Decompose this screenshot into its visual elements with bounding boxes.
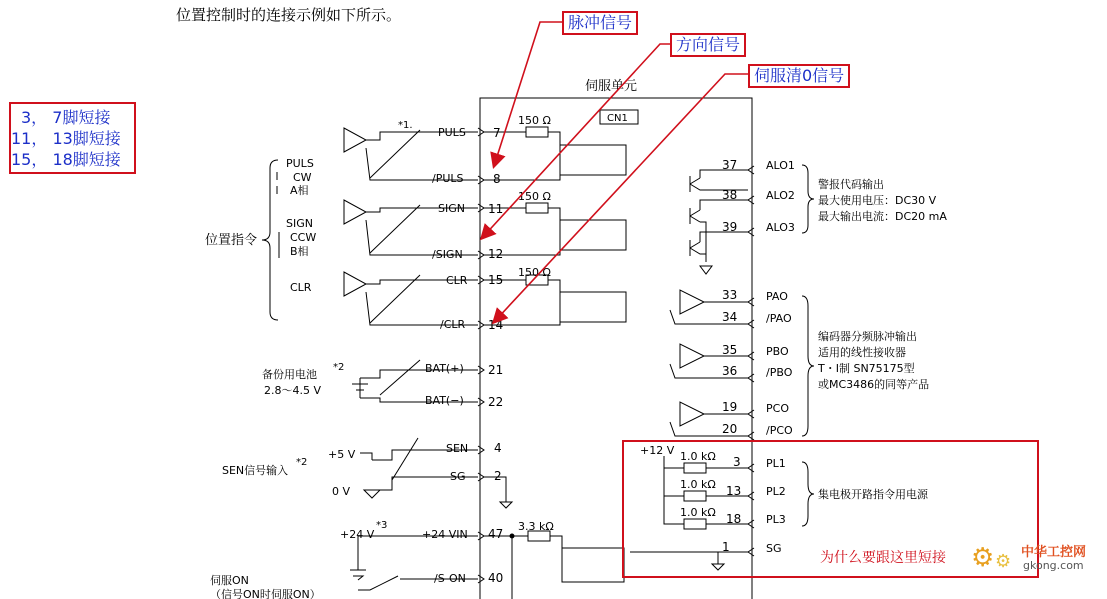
pin-num-14: 14 (488, 318, 504, 332)
gear-icon: ⚙ (971, 543, 995, 573)
pin-name-24vin: +24 VIN (422, 528, 468, 541)
pin-name-bat-plus: BAT(+) (425, 362, 464, 375)
plus12v-label: +12 V (640, 444, 675, 457)
alarm-desc-2: 最大使用电压：DC30 V (818, 194, 937, 207)
encoder-desc-2: 适用的线性接收器 (818, 346, 906, 359)
pin-num-3: 3 (733, 455, 741, 469)
pin-num-38: 38 (722, 188, 738, 202)
cn1-label: CN1 (607, 113, 628, 124)
pin-num-37: 37 (722, 158, 738, 172)
pin-num-15: 15 (488, 273, 504, 287)
plus5v-label: +5 V (328, 448, 356, 461)
pin-num-36: 36 (722, 364, 738, 378)
pin-name-pl2: PL2 (766, 485, 786, 498)
resistor-150-2: 150 Ω (518, 190, 551, 203)
pin-num-47: 47 (488, 527, 504, 541)
pl-desc: 集电极开路指令用电源 (818, 488, 928, 501)
intro-text: 位置控制时的连接示例如下所示。 (176, 6, 402, 24)
gear-icon-small: ⚙ (995, 551, 1012, 572)
pin-name-sg-right: SG (766, 542, 782, 555)
note1-mark: *1. (398, 120, 413, 131)
servo-on-desc: （信号ON时伺服ON） (210, 588, 321, 599)
pin-name-son: /S-ON (434, 572, 466, 585)
note-pins-3-7: 3， 7脚短接 (21, 108, 111, 127)
pin-num-2: 2 (494, 469, 502, 483)
pin-name-nclr: /CLR (440, 318, 466, 331)
encoder-desc-1: 编码器分频脉冲输出 (818, 330, 917, 343)
pin-name-npbo: /PBO (766, 366, 793, 379)
pin-num-33: 33 (722, 288, 738, 302)
callout-clear: 伺服清0信号 (748, 64, 850, 88)
resistor-33k: 3.3 kΩ (518, 520, 554, 533)
pin-name-npuls: /PULS (432, 172, 464, 185)
watermark-title: 中华工控网 (1021, 545, 1087, 560)
pin-num-1: 1 (722, 540, 730, 554)
sen-input-label: SEN信号输入 (222, 464, 289, 477)
sign-label: SIGN (286, 217, 313, 230)
resistor-1k-3: 1.0 kΩ (680, 506, 716, 519)
pin-name-alo1: ALO1 (766, 159, 795, 172)
encoder-desc-3: T・I制 SN75175型 (818, 362, 915, 375)
servo-on-label: 伺服ON (210, 574, 249, 587)
pin-name-npao: /PAO (766, 312, 792, 325)
resistor-150-3: 150 Ω (518, 266, 551, 279)
pin-name-sg: SG (450, 470, 466, 483)
resistor-1k-1: 1.0 kΩ (680, 450, 716, 463)
pin-num-19: 19 (722, 400, 738, 414)
servo-unit-title: 伺服单元 (585, 79, 638, 94)
battery-note: *2 (333, 362, 345, 373)
pin-name-pbo: PBO (766, 345, 789, 358)
plus24v-label: +24 V (340, 528, 375, 541)
pin-name-pao: PAO (766, 290, 788, 303)
pin-name-sen: SEN (446, 442, 469, 455)
pin-name-pl1: PL1 (766, 457, 786, 470)
ccw-label: CCW (290, 231, 317, 244)
phase-b-label: B相 (290, 245, 309, 258)
encoder-desc-4: 或MC3486的同等产品 (818, 378, 930, 391)
position-cmd-label: 位置指令 (205, 233, 258, 248)
watermark-url: gkong.com (1023, 559, 1084, 572)
note-pins-15-18: 15， 18脚短接 (11, 150, 121, 169)
pin-num-11: 11 (488, 202, 504, 216)
callout-pulse: 脉冲信号 (562, 11, 638, 35)
phase-a-label: A相 (290, 184, 309, 197)
resistor-1k-2: 1.0 kΩ (680, 478, 716, 491)
pin-name-puls: PULS (438, 126, 466, 139)
note-pins-11-13: 11， 13脚短接 (11, 129, 121, 148)
pin-name-pl3: PL3 (766, 513, 786, 526)
pin-name-bat-minus: BAT(−) (425, 394, 464, 407)
pin-num-21: 21 (488, 363, 504, 377)
pin-name-nsign: /SIGN (432, 248, 463, 261)
pin-num-39: 39 (722, 220, 738, 234)
resistor-150-1: 150 Ω (518, 114, 551, 127)
pin-num-34: 34 (722, 310, 738, 324)
alarm-desc-1: 警报代码输出 (818, 178, 884, 191)
pin-num-8: 8 (493, 172, 501, 186)
pin-num-13: 13 (726, 484, 742, 498)
zero-v-label: 0 V (332, 485, 351, 498)
alarm-desc-3: 最大输出电流：DC20 mA (818, 210, 947, 223)
callout-direction: 方向信号 (670, 33, 746, 57)
pin-name-sign: SIGN (438, 202, 465, 215)
battery-range: 2.8～4.5 V (264, 384, 322, 397)
pin-num-18: 18 (726, 512, 742, 526)
pin-num-35: 35 (722, 343, 738, 357)
battery-label: 备份用电池 (262, 368, 317, 381)
plus24v-note: *3 (376, 520, 388, 531)
pin-name-clr: CLR (446, 274, 468, 287)
pin-num-22: 22 (488, 395, 504, 409)
cw-label: CW (293, 171, 312, 184)
clr-label: CLR (290, 281, 312, 294)
pin-num-7: 7 (493, 126, 501, 140)
watermark-logo (971, 539, 1101, 579)
puls-label: PULS (286, 157, 314, 170)
pin-num-40: 40 (488, 571, 504, 585)
pin-num-20: 20 (722, 422, 738, 436)
pin-num-4: 4 (494, 441, 502, 455)
question-note: 为什么要跟这里短接 (820, 550, 946, 566)
pin-name-alo3: ALO3 (766, 221, 795, 234)
pin-name-alo2: ALO2 (766, 189, 795, 202)
sen-note: *2 (296, 457, 308, 468)
pin-num-12: 12 (488, 247, 504, 261)
pin-name-pco: PCO (766, 402, 789, 415)
pin-name-npco: /PCO (766, 424, 793, 437)
